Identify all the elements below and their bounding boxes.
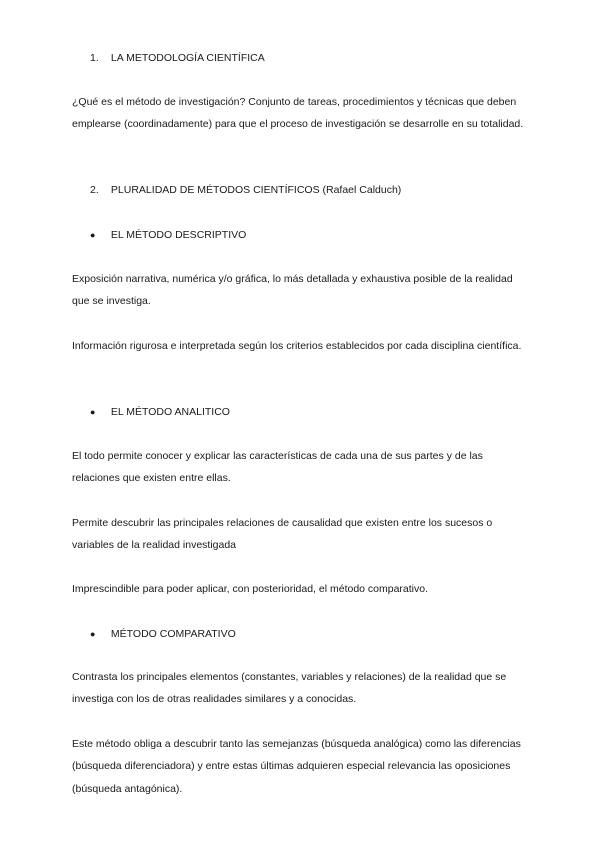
bullet-heading-comparativo xyxy=(90,623,550,645)
bullet-heading-text: MÉTODO COMPARATIVO xyxy=(110,628,236,640)
section-title: LA METODOLOGÍA CIENTÍFICA xyxy=(110,52,265,64)
bullet-icon: ● xyxy=(90,230,96,240)
section-number: 2. xyxy=(90,184,99,196)
bullet-heading-descriptivo xyxy=(90,224,550,246)
paragraph: Imprescindible para poder aplicar, con posterioridad, el método comparativo. xyxy=(72,583,429,595)
section-number: 1. xyxy=(90,52,99,64)
bullet-icon: ● xyxy=(90,407,96,417)
paragraph: Contrasta los principales elementos (constantes, variables y relaciones) de la realidad que se investiga con los de otras realidades similares y a conocidas. xyxy=(72,671,507,706)
paragraph: El todo permite conocer y explicar las características de cada una de sus partes y de las relaciones que existen entre ellas. xyxy=(72,450,483,485)
bullet-heading-text: EL MÉTODO ANALITICO xyxy=(110,406,230,418)
paragraph: Este método obliga a descubrir tanto las semejanzas (búsqueda analógica) como las diferencias (búsqueda diferenciadora) y entre estas últimas adquieren especial relevancia las oposiciones (búsqueda antagónica). xyxy=(72,738,521,795)
bullet-icon: ● xyxy=(90,629,96,639)
paragraph: Permite descubrir las principales relaciones de causalidad que existen entre los sucesos o variables de la realidad investigada xyxy=(72,517,493,552)
section-heading-1 xyxy=(90,47,550,69)
paragraph: Información rigurosa e interpretada según los criterios establecidos por cada disciplina científica. xyxy=(72,340,522,352)
bullet-heading-analitico xyxy=(90,401,550,423)
paragraph: Exposición narrativa, numérica y/o gráfica, lo más detallada y exhaustiva posible de la realidad que se investiga. xyxy=(72,273,513,308)
bullet-heading-text: EL MÉTODO DESCRIPTIVO xyxy=(110,229,247,241)
section-heading-2 xyxy=(90,179,550,201)
section-title: PLURALIDAD DE MÉTODOS CIENTÍFICOS (Rafael Calduch) xyxy=(110,184,402,196)
paragraph: ¿Qué es el método de investigación? Conjunto de tareas, procedimientos y técnicas que deben emplearse (coordinadamente) para que el proceso de investigación se desarrolle en su totalidad. xyxy=(72,96,524,131)
